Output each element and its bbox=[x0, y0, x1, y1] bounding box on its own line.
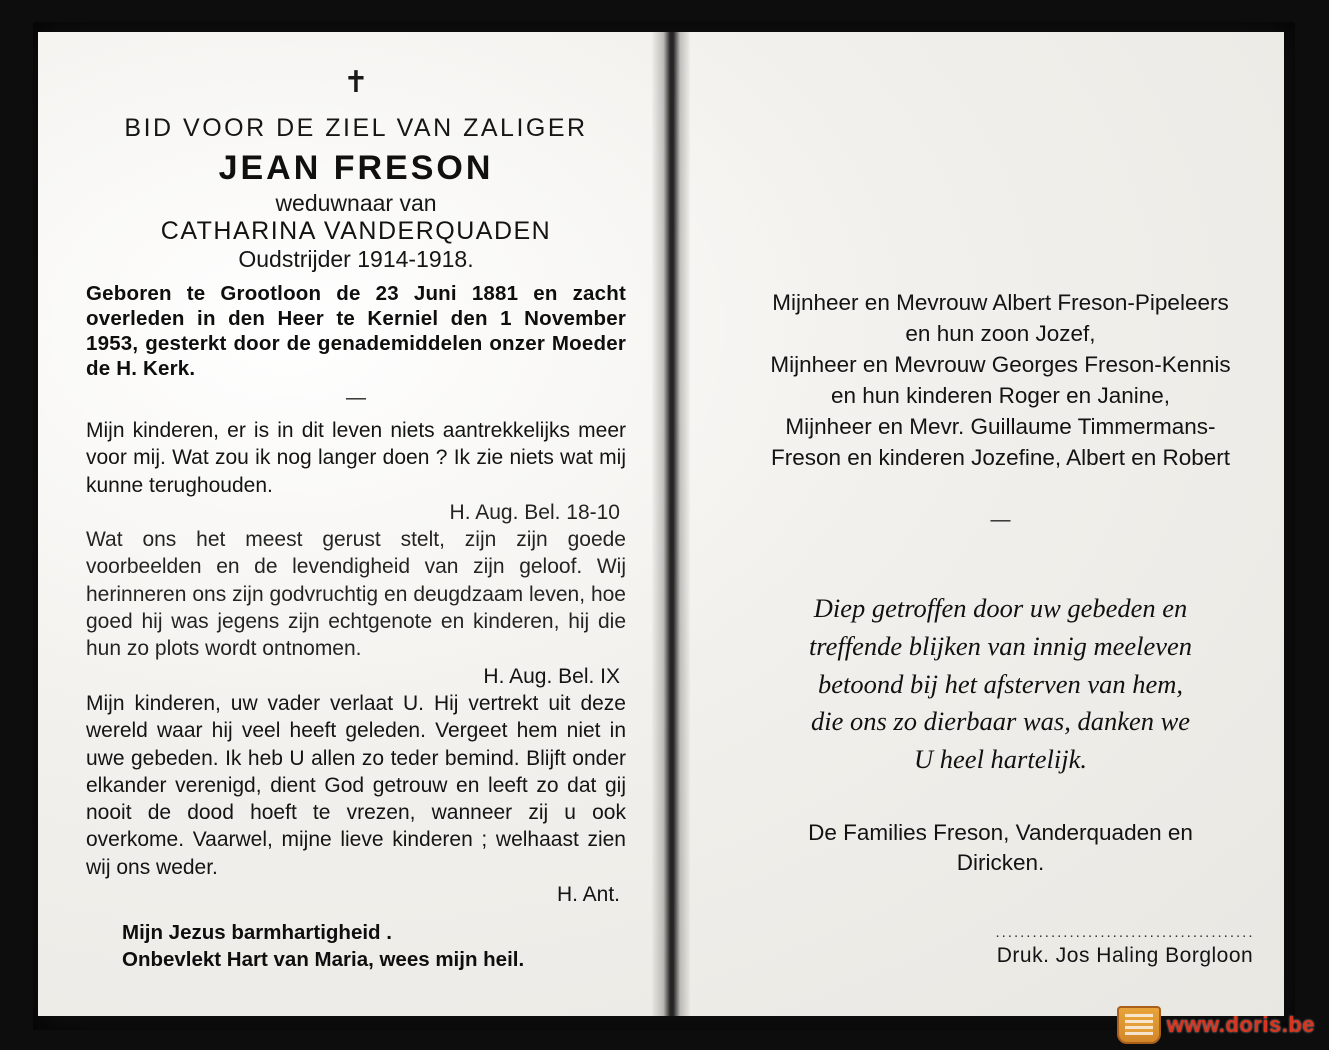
printer-name: Druk. Jos Haling Borgloon bbox=[996, 944, 1254, 967]
divider-left: — bbox=[346, 387, 366, 409]
family-list bbox=[728, 287, 1273, 473]
thanks-line: die ons zo dierbaar was, danken we bbox=[810, 706, 1191, 737]
family-signoff bbox=[728, 818, 1273, 877]
family-line: Mijnheer en Mevr. Guillaume Timmermans- bbox=[785, 414, 1216, 440]
quote-2-source: H. Aug. Bel. IX bbox=[483, 664, 620, 688]
signoff-line: De Families Freson, Vanderquaden en bbox=[808, 820, 1193, 846]
family-line: Mijnheer en Mevrouw Georges Freson-Kennis bbox=[770, 352, 1231, 378]
spouse-name: CATHARINA VANDERQUADEN bbox=[160, 217, 552, 245]
relation-label: weduwnaar van bbox=[275, 190, 437, 216]
veteran-line: Oudstrijder 1914-1918. bbox=[238, 246, 474, 272]
thanks-line: Diep getroffen door uw gebeden en bbox=[813, 593, 1188, 624]
prayer-line-2: Onbevlekt Hart van Maria, wees mijn heil. bbox=[122, 947, 525, 971]
family-line: en hun kinderen Roger en Janine, bbox=[831, 383, 1170, 409]
family-line: en hun zoon Jozef, bbox=[905, 321, 1096, 347]
dotted-rule: .......................................... bbox=[995, 927, 1255, 939]
thanks-line: treffende blijken van innig meeleven bbox=[808, 630, 1193, 661]
signoff-line: Diricken. bbox=[956, 850, 1045, 876]
left-page-content bbox=[86, 68, 626, 974]
family-line: Freson en kinderen Jozefine, Albert en Robert bbox=[770, 445, 1231, 471]
birth-death-paragraph: Geboren te Grootloon de 23 Juni 1881 en zacht overleden in den Heer te Kerniel den 1 November 1953, gesterkt door de genademiddelen onzer Moeder de H. Kerk. bbox=[86, 282, 626, 380]
card-paper bbox=[38, 32, 1284, 1016]
quote-1: Mijn kinderen, er is in dit leven niets aantrekkelijks meer voor mij. Wat zou ik nog langer doen ? Ik zie niets wat mij kunne terughouden. bbox=[86, 419, 626, 497]
quote-1-source: H. Aug. Bel. 18-10 bbox=[449, 500, 620, 524]
right-page bbox=[690, 32, 1284, 1016]
deceased-name: JEAN FRESON bbox=[218, 149, 494, 187]
quotes-block bbox=[86, 417, 626, 908]
quote-2: Wat ons het meest gerust stelt, zijn zijn goede voorbeelden en de levendigheid van zijn geloof. Wij herinneren ons zijn godvruchtig en deugdzaam leven, hoe goed hij was jegens zijn echtgenote en kinderen, hij die hun zo plots wordt ontnomen. bbox=[86, 528, 626, 661]
printer-credit bbox=[975, 927, 1275, 968]
site-watermark bbox=[1117, 1006, 1315, 1044]
center-fold bbox=[652, 32, 690, 1016]
divider-right: — bbox=[990, 509, 1011, 532]
thanks-line: betoond bij het afsterven van hem, bbox=[817, 668, 1184, 699]
quote-3: Mijn kinderen, uw vader verlaat U. Hij vertrekt uit deze wereld waar hij veel heeft geleden. Vergeet hem niet in uwe gebeden. Ik heb U allen zo teder bemind. Blijft onder elkander verenigd, dient God getrouw en leeft zo dat gij nooit de dood hoeft te vrezen, wanneer zij u ook overkome. Vaarwel, mijne lieve kinderen ; welhaast zien wij ons weder. bbox=[86, 691, 626, 879]
right-page-content bbox=[728, 287, 1273, 878]
cross-icon: ✝ bbox=[343, 66, 369, 99]
quote-3-source: H. Ant. bbox=[556, 883, 620, 907]
card-photo-border bbox=[33, 22, 1295, 1030]
left-page bbox=[38, 32, 652, 1016]
closing-prayer bbox=[86, 920, 626, 973]
thanks-message bbox=[728, 590, 1273, 778]
pray-for-soul-line: BID VOOR DE ZIEL VAN ZALIGER bbox=[124, 114, 588, 142]
family-line: Mijnheer en Mevrouw Albert Freson-Pipeleers bbox=[772, 290, 1229, 315]
prayer-line-1: Mijn Jezus barmhartigheid . bbox=[122, 921, 392, 945]
thanks-line: U heel hartelijk. bbox=[914, 743, 1087, 774]
shield-crest-icon bbox=[1117, 1006, 1161, 1044]
watermark-text: www.doris.be bbox=[1166, 1012, 1315, 1037]
